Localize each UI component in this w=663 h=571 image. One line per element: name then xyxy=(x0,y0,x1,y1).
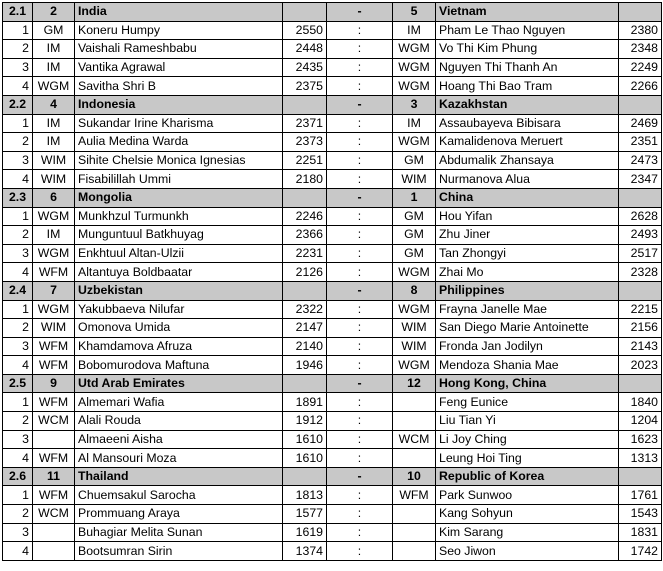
away-player-rating: 2023 xyxy=(619,356,662,375)
header-empty-cell xyxy=(283,188,327,207)
header-empty-cell xyxy=(283,3,327,22)
home-player-title: IM xyxy=(33,40,75,59)
board-row xyxy=(3,505,662,524)
board-number: 4 xyxy=(3,449,33,468)
board-number: 3 xyxy=(3,58,33,77)
home-player-title: WGM xyxy=(33,300,75,319)
home-player-rating: 1619 xyxy=(283,523,327,542)
home-player-rating: 1912 xyxy=(283,412,327,431)
home-player-name: Munguntuul Batkhuyag xyxy=(75,226,283,245)
home-player-title: WGM xyxy=(33,77,75,96)
match-separator: - xyxy=(327,281,393,300)
away-player-title: GM xyxy=(393,226,436,245)
board-number: 1 xyxy=(3,300,33,319)
home-player-name: Alali Rouda xyxy=(75,412,283,431)
home-player-name: Savitha Shri B xyxy=(75,77,283,96)
board-row xyxy=(3,449,662,468)
board-number: 2 xyxy=(3,319,33,338)
home-player-rating: 2435 xyxy=(283,58,327,77)
home-player-title: IM xyxy=(33,114,75,133)
header-empty-cell xyxy=(619,188,662,207)
game-result: : xyxy=(327,319,393,338)
away-team-seed: 5 xyxy=(393,3,436,22)
home-player-rating: 2147 xyxy=(283,319,327,338)
home-player-rating: 1577 xyxy=(283,505,327,524)
home-team-name: Mongolia xyxy=(75,188,283,207)
board-row xyxy=(3,77,662,96)
home-player-rating: 2180 xyxy=(283,170,327,189)
away-player-name: Seo Jiwon xyxy=(436,542,619,561)
away-team-name: Philippines xyxy=(436,281,619,300)
away-player-title: WGM xyxy=(393,356,436,375)
away-player-name: Fronda Jan Jodilyn xyxy=(436,337,619,356)
board-number: 4 xyxy=(3,356,33,375)
game-result: : xyxy=(327,58,393,77)
home-player-name: Enkhtuul Altan-Ulzii xyxy=(75,244,283,263)
away-player-title xyxy=(393,449,436,468)
away-player-rating: 1831 xyxy=(619,523,662,542)
away-player-title: WGM xyxy=(393,40,436,59)
board-row xyxy=(3,263,662,282)
match-separator: - xyxy=(327,95,393,114)
home-player-title: IM xyxy=(33,226,75,245)
home-player-name: Sukandar Irine Kharisma xyxy=(75,114,283,133)
home-player-title: WFM xyxy=(33,449,75,468)
home-player-title xyxy=(33,523,75,542)
board-number: 1 xyxy=(3,114,33,133)
home-player-title: WFM xyxy=(33,263,75,282)
home-player-title: WCM xyxy=(33,412,75,431)
away-player-title: WIM xyxy=(393,337,436,356)
away-player-name: Leung Hoi Ting xyxy=(436,449,619,468)
board-number: 4 xyxy=(3,77,33,96)
home-player-title: WGM xyxy=(33,207,75,226)
home-player-name: Yakubbaeva Nilufar xyxy=(75,300,283,319)
home-team-seed: 2 xyxy=(33,3,75,22)
home-player-title: WIM xyxy=(33,319,75,338)
away-player-title: WFM xyxy=(393,486,436,505)
home-player-rating: 2550 xyxy=(283,21,327,40)
away-player-title: WGM xyxy=(393,263,436,282)
away-player-name: Hoang Thi Bao Tram xyxy=(436,77,619,96)
board-row xyxy=(3,523,662,542)
home-player-title: WFM xyxy=(33,356,75,375)
match-header-row xyxy=(3,374,662,393)
pairings-table xyxy=(2,2,662,561)
away-player-rating: 2380 xyxy=(619,21,662,40)
round-number: 2.1 xyxy=(3,3,33,22)
home-player-name: Buhagiar Melita Sunan xyxy=(75,523,283,542)
game-result: : xyxy=(327,151,393,170)
header-empty-cell xyxy=(619,3,662,22)
away-player-title: WCM xyxy=(393,430,436,449)
away-player-title: WGM xyxy=(393,133,436,152)
home-player-name: Munkhzul Turmunkh xyxy=(75,207,283,226)
round-number: 2.3 xyxy=(3,188,33,207)
away-player-rating: 1543 xyxy=(619,505,662,524)
home-team-seed: 9 xyxy=(33,374,75,393)
away-player-rating: 2143 xyxy=(619,337,662,356)
home-player-title: WFM xyxy=(33,486,75,505)
board-row xyxy=(3,542,662,561)
header-empty-cell xyxy=(619,467,662,486)
away-player-name: Mendoza Shania Mae xyxy=(436,356,619,375)
board-row xyxy=(3,40,662,59)
home-team-name: Utd Arab Emirates xyxy=(75,374,283,393)
away-player-rating: 2517 xyxy=(619,244,662,263)
away-player-title: IM xyxy=(393,114,436,133)
home-player-name: Bootsumran Sirin xyxy=(75,542,283,561)
away-player-title: WIM xyxy=(393,170,436,189)
match-separator: - xyxy=(327,3,393,22)
home-player-title xyxy=(33,542,75,561)
away-player-rating: 2493 xyxy=(619,226,662,245)
away-player-name: Hou Yifan xyxy=(436,207,619,226)
home-player-title: WCM xyxy=(33,505,75,524)
game-result: : xyxy=(327,207,393,226)
header-empty-cell xyxy=(619,374,662,393)
home-player-title: WGM xyxy=(33,244,75,263)
home-player-rating: 2246 xyxy=(283,207,327,226)
home-player-rating: 2322 xyxy=(283,300,327,319)
away-team-seed: 3 xyxy=(393,95,436,114)
match-header-row xyxy=(3,3,662,22)
board-number: 4 xyxy=(3,263,33,282)
board-number: 3 xyxy=(3,430,33,449)
game-result: : xyxy=(327,356,393,375)
home-player-name: Almaeeni Aisha xyxy=(75,430,283,449)
match-header-row xyxy=(3,467,662,486)
away-player-name: Feng Eunice xyxy=(436,393,619,412)
away-player-title xyxy=(393,523,436,542)
away-player-title: WGM xyxy=(393,300,436,319)
away-player-name: Kamalidenova Meruert xyxy=(436,133,619,152)
board-number: 2 xyxy=(3,412,33,431)
pairings-body xyxy=(3,3,662,561)
home-player-rating: 2448 xyxy=(283,40,327,59)
game-result: : xyxy=(327,300,393,319)
board-number: 2 xyxy=(3,226,33,245)
board-number: 2 xyxy=(3,133,33,152)
board-row xyxy=(3,151,662,170)
game-result: : xyxy=(327,263,393,282)
board-row xyxy=(3,114,662,133)
match-header-row xyxy=(3,95,662,114)
away-player-rating: 1742 xyxy=(619,542,662,561)
home-player-rating: 1946 xyxy=(283,356,327,375)
away-player-name: Zhu Jiner xyxy=(436,226,619,245)
away-team-seed: 10 xyxy=(393,467,436,486)
away-team-name: Hong Kong, China xyxy=(436,374,619,393)
board-number: 2 xyxy=(3,40,33,59)
away-player-rating: 2347 xyxy=(619,170,662,189)
match-separator: - xyxy=(327,467,393,486)
home-player-rating: 2371 xyxy=(283,114,327,133)
game-result: : xyxy=(327,505,393,524)
home-player-rating: 2126 xyxy=(283,263,327,282)
home-player-rating: 2375 xyxy=(283,77,327,96)
home-team-seed: 4 xyxy=(33,95,75,114)
away-player-name: Li Joy Ching xyxy=(436,430,619,449)
board-number: 1 xyxy=(3,393,33,412)
home-player-rating: 1610 xyxy=(283,449,327,468)
away-player-title: IM xyxy=(393,21,436,40)
board-number: 3 xyxy=(3,337,33,356)
away-player-rating: 2156 xyxy=(619,319,662,338)
home-player-name: Vantika Agrawal xyxy=(75,58,283,77)
game-result: : xyxy=(327,226,393,245)
home-player-name: Prommuang Araya xyxy=(75,505,283,524)
away-player-name: Zhai Mo xyxy=(436,263,619,282)
board-row xyxy=(3,337,662,356)
board-number: 3 xyxy=(3,151,33,170)
home-team-name: India xyxy=(75,3,283,22)
home-team-seed: 7 xyxy=(33,281,75,300)
home-player-title: IM xyxy=(33,133,75,152)
away-player-name: Pham Le Thao Nguyen xyxy=(436,21,619,40)
home-player-rating: 2251 xyxy=(283,151,327,170)
away-player-name: Nguyen Thi Thanh An xyxy=(436,58,619,77)
home-team-name: Indonesia xyxy=(75,95,283,114)
header-empty-cell xyxy=(619,281,662,300)
home-team-name: Thailand xyxy=(75,467,283,486)
match-separator: - xyxy=(327,188,393,207)
home-team-seed: 11 xyxy=(33,467,75,486)
away-player-rating: 2351 xyxy=(619,133,662,152)
away-player-name: Liu Tian Yi xyxy=(436,412,619,431)
board-row xyxy=(3,58,662,77)
home-player-name: Sihite Chelsie Monica Ignesias xyxy=(75,151,283,170)
game-result: : xyxy=(327,430,393,449)
board-row xyxy=(3,319,662,338)
away-player-title xyxy=(393,505,436,524)
away-team-seed: 8 xyxy=(393,281,436,300)
away-player-title: GM xyxy=(393,151,436,170)
board-number: 1 xyxy=(3,207,33,226)
home-player-title: IM xyxy=(33,58,75,77)
home-player-name: Omonova Umida xyxy=(75,319,283,338)
away-player-rating: 1204 xyxy=(619,412,662,431)
board-number: 3 xyxy=(3,244,33,263)
round-number: 2.4 xyxy=(3,281,33,300)
header-empty-cell xyxy=(283,95,327,114)
home-player-rating: 2231 xyxy=(283,244,327,263)
game-result: : xyxy=(327,449,393,468)
header-empty-cell xyxy=(283,467,327,486)
header-empty-cell xyxy=(619,95,662,114)
game-result: : xyxy=(327,21,393,40)
home-team-name: Uzbekistan xyxy=(75,281,283,300)
home-player-title: GM xyxy=(33,21,75,40)
home-player-name: Bobomurodova Maftuna xyxy=(75,356,283,375)
away-team-name: China xyxy=(436,188,619,207)
game-result: : xyxy=(327,133,393,152)
home-player-rating: 1891 xyxy=(283,393,327,412)
board-row xyxy=(3,412,662,431)
board-row xyxy=(3,430,662,449)
board-row xyxy=(3,393,662,412)
away-player-title: WIM xyxy=(393,319,436,338)
home-player-rating: 1610 xyxy=(283,430,327,449)
board-row xyxy=(3,244,662,263)
round-number: 2.6 xyxy=(3,467,33,486)
away-player-rating: 2628 xyxy=(619,207,662,226)
board-row xyxy=(3,133,662,152)
game-result: : xyxy=(327,393,393,412)
away-player-rating: 2348 xyxy=(619,40,662,59)
home-player-title: WIM xyxy=(33,151,75,170)
home-player-rating: 2140 xyxy=(283,337,327,356)
home-player-name: Al Mansouri Moza xyxy=(75,449,283,468)
away-player-title xyxy=(393,393,436,412)
home-player-title xyxy=(33,430,75,449)
away-player-rating: 2266 xyxy=(619,77,662,96)
board-row xyxy=(3,170,662,189)
away-player-name: Kang Sohyun xyxy=(436,505,619,524)
away-player-rating: 1840 xyxy=(619,393,662,412)
away-player-name: Assaubayeva Bibisara xyxy=(436,114,619,133)
away-player-name: San Diego Marie Antoinette xyxy=(436,319,619,338)
header-empty-cell xyxy=(283,374,327,393)
game-result: : xyxy=(327,40,393,59)
board-number: 2 xyxy=(3,505,33,524)
board-row xyxy=(3,21,662,40)
away-player-name: Abdumalik Zhansaya xyxy=(436,151,619,170)
board-number: 3 xyxy=(3,523,33,542)
match-header-row xyxy=(3,188,662,207)
away-player-title: WGM xyxy=(393,77,436,96)
game-result: : xyxy=(327,77,393,96)
board-number: 1 xyxy=(3,21,33,40)
match-separator: - xyxy=(327,374,393,393)
away-player-rating: 1313 xyxy=(619,449,662,468)
home-player-title: WIM xyxy=(33,170,75,189)
away-player-rating: 2473 xyxy=(619,151,662,170)
game-result: : xyxy=(327,523,393,542)
home-player-name: Vaishali Rameshbabu xyxy=(75,40,283,59)
away-team-name: Kazakhstan xyxy=(436,95,619,114)
away-player-title: GM xyxy=(393,207,436,226)
home-player-name: Altantuya Boldbaatar xyxy=(75,263,283,282)
away-player-name: Vo Thi Kim Phung xyxy=(436,40,619,59)
away-team-name: Republic of Korea xyxy=(436,467,619,486)
home-player-rating: 2366 xyxy=(283,226,327,245)
game-result: : xyxy=(327,337,393,356)
home-player-rating: 1813 xyxy=(283,486,327,505)
away-team-seed: 12 xyxy=(393,374,436,393)
away-team-seed: 1 xyxy=(393,188,436,207)
away-player-title: GM xyxy=(393,244,436,263)
home-player-name: Almemari Wafia xyxy=(75,393,283,412)
away-player-rating: 2469 xyxy=(619,114,662,133)
away-player-title: WGM xyxy=(393,58,436,77)
away-player-rating: 2249 xyxy=(619,58,662,77)
board-row xyxy=(3,356,662,375)
away-player-title xyxy=(393,542,436,561)
round-number: 2.2 xyxy=(3,95,33,114)
game-result: : xyxy=(327,486,393,505)
round-number: 2.5 xyxy=(3,374,33,393)
away-player-name: Frayna Janelle Mae xyxy=(436,300,619,319)
away-player-rating: 2215 xyxy=(619,300,662,319)
away-player-rating: 2328 xyxy=(619,263,662,282)
away-player-rating: 1761 xyxy=(619,486,662,505)
game-result: : xyxy=(327,244,393,263)
away-player-name: Park Sunwoo xyxy=(436,486,619,505)
home-player-name: Chuemsakul Sarocha xyxy=(75,486,283,505)
home-player-title: WFM xyxy=(33,337,75,356)
home-team-seed: 6 xyxy=(33,188,75,207)
game-result: : xyxy=(327,170,393,189)
game-result: : xyxy=(327,412,393,431)
board-row xyxy=(3,226,662,245)
away-team-name: Vietnam xyxy=(436,3,619,22)
board-number: 4 xyxy=(3,542,33,561)
away-player-rating: 1623 xyxy=(619,430,662,449)
board-row xyxy=(3,486,662,505)
board-number: 1 xyxy=(3,486,33,505)
away-player-name: Kim Sarang xyxy=(436,523,619,542)
header-empty-cell xyxy=(283,281,327,300)
game-result: : xyxy=(327,114,393,133)
home-player-name: Koneru Humpy xyxy=(75,21,283,40)
home-player-name: Khamdamova Afruza xyxy=(75,337,283,356)
board-number: 4 xyxy=(3,170,33,189)
home-player-name: Fisabilillah Ummi xyxy=(75,170,283,189)
home-player-name: Aulia Medina Warda xyxy=(75,133,283,152)
board-row xyxy=(3,207,662,226)
away-player-title xyxy=(393,412,436,431)
match-header-row xyxy=(3,281,662,300)
away-player-name: Tan Zhongyi xyxy=(436,244,619,263)
home-player-rating: 2373 xyxy=(283,133,327,152)
away-player-name: Nurmanova Alua xyxy=(436,170,619,189)
home-player-title: WFM xyxy=(33,393,75,412)
game-result: : xyxy=(327,542,393,561)
home-player-rating: 1374 xyxy=(283,542,327,561)
board-row xyxy=(3,300,662,319)
